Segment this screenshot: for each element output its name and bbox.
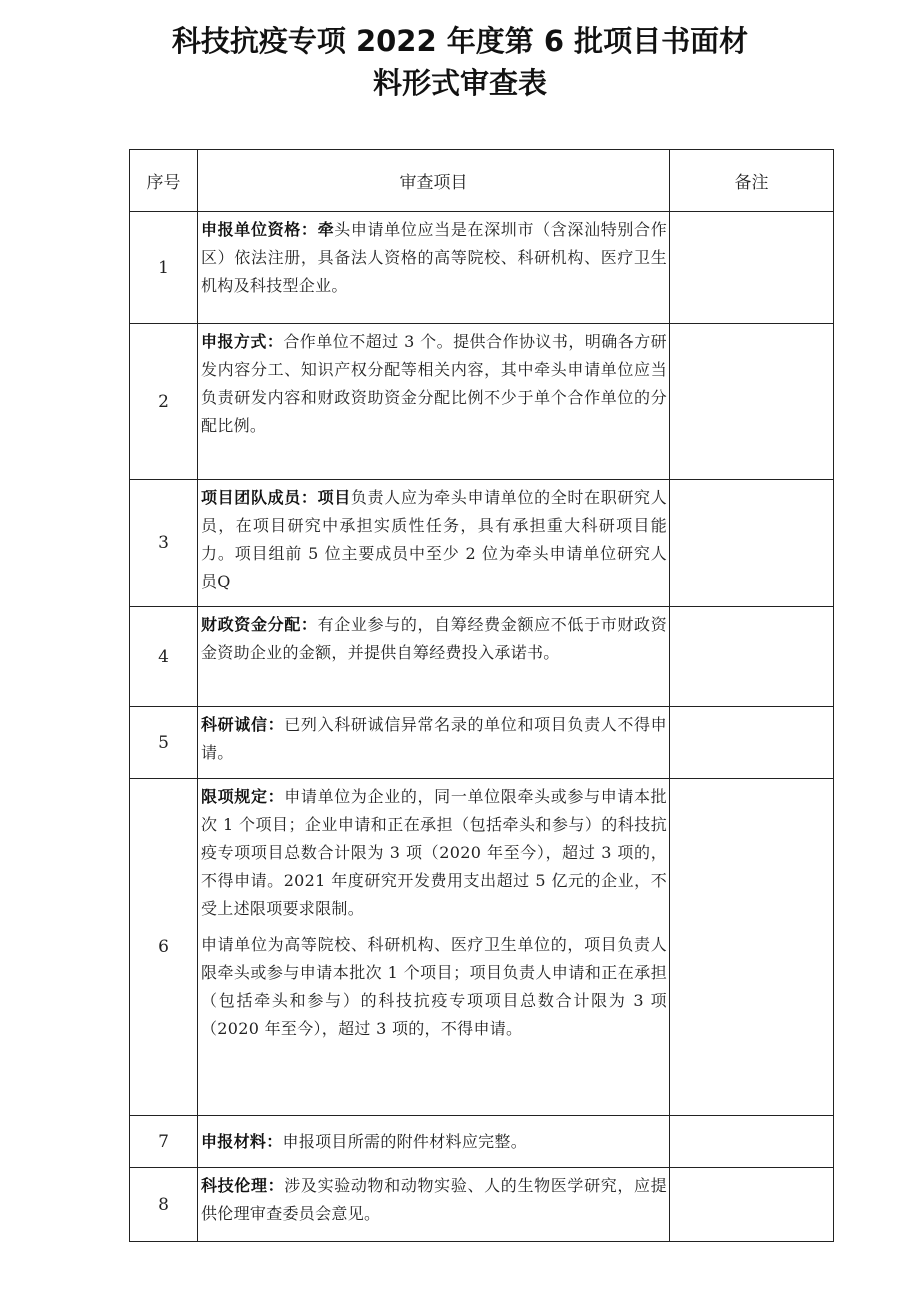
row-number: 5: [130, 707, 198, 779]
review-item-text: [201, 1128, 667, 1156]
review-item-cell: [198, 1116, 670, 1168]
row-number: 7: [130, 1116, 198, 1168]
remarks-cell: [670, 1116, 834, 1168]
document-title-line-1: 科技抗疫专项 2022 年度第 6 批项目书面材: [171, 24, 749, 58]
item-description: 负责人应为牵头申请单位的全时在职研究人员，在项目研究中承担实质性任务，具有承担重大科研项目能力。项目组前 5 位主要成员中至少 2 位为牵头申请单位研究人员Q: [201, 488, 668, 591]
row-number: 6: [130, 779, 198, 1116]
row-number: 2: [130, 324, 198, 480]
item-heading: 申报材料：: [201, 1131, 283, 1151]
item-heading: 申报单位资格：牵: [201, 220, 335, 239]
table-row: [130, 1116, 834, 1168]
table-row: [130, 1168, 834, 1242]
item-description: 有企业参与的，自筹经费金额应不低于市财政资金资助企业的金额，并提供自筹经费投入承诺书。: [201, 615, 667, 662]
row-number: 4: [130, 607, 198, 707]
table-row: [130, 324, 834, 480]
item-description: 申请单位为企业的，同一单位限牵头或参与申请本批次 1 个项目；企业申请和正在承担（包括牵头和参与）的科技抗疫专项项目总数合计限为 3 项（2020 年至今），超过 3 项的，不得申请。2021 年度研究开发费用支出超过 5 亿元的企业，不受上述限项要求限制。: [201, 787, 667, 918]
remarks-cell: [670, 324, 834, 480]
remarks-cell: [670, 707, 834, 779]
item-heading: 科技伦理：: [201, 1176, 285, 1195]
table-header-row: [130, 150, 834, 212]
table-row: [130, 212, 834, 324]
item-heading: 项目团队成员：项目: [201, 488, 351, 507]
item-heading: 科研诚信：: [201, 715, 285, 734]
review-item-text: [201, 611, 667, 667]
review-item-cell: [198, 1168, 670, 1242]
review-item-cell: [198, 707, 670, 779]
item-heading: 申报方式：: [201, 332, 284, 351]
row-number: 1: [130, 212, 198, 324]
review-item-text: [201, 711, 667, 767]
item-description: 涉及实验动物和动物实验、人的生物医学研究，应提供伦理审查委员会意见。: [201, 1176, 667, 1223]
row-number: 3: [130, 480, 198, 607]
header-review-item: 审查项目: [198, 150, 670, 212]
review-item-text: [201, 1172, 667, 1228]
review-item-text: [201, 216, 667, 300]
document-title-line-2: 料形式审查表: [372, 66, 547, 100]
review-table: [129, 149, 834, 1242]
item-description: 已列入科研诚信异常名录的单位和项目负责人不得申请。: [201, 715, 667, 762]
review-item-text: [201, 783, 667, 923]
review-item-text: [201, 328, 667, 440]
remarks-cell: [670, 1168, 834, 1242]
table-row: [130, 707, 834, 779]
item-heading: 财政资金分配：: [201, 615, 318, 634]
row-number: 8: [130, 1168, 198, 1242]
remarks-cell: [670, 480, 834, 607]
review-item-cell: [198, 212, 670, 324]
header-serial-number: 序号: [130, 150, 198, 212]
remarks-cell: [670, 212, 834, 324]
header-remarks: 备注: [670, 150, 834, 212]
review-item-cell: [198, 324, 670, 480]
table-row: [130, 779, 834, 1116]
review-item-cell: [198, 607, 670, 707]
table-row: [130, 607, 834, 707]
review-item-text: [201, 484, 667, 596]
table-row: [130, 480, 834, 607]
review-item-text-second-paragraph: 申请单位为高等院校、科研机构、医疗卫生单位的，项目负责人限牵头或参与申请本批次 1 个项目；项目负责人申请和正在承担（包括牵头和参与）的科技抗疫专项项目总数合计限为 3 项（2020 年至今），超过 3 项的，不得申请。: [201, 935, 667, 1038]
review-item-cell: [198, 779, 670, 1116]
remarks-cell: [670, 607, 834, 707]
item-heading: 限项规定：: [201, 787, 285, 806]
review-item-cell: [198, 480, 670, 607]
item-description: 头申请单位应当是在深圳市（含深汕特别合作区）依法注册，具备法人资格的高等院校、科研机构、医疗卫生机构及科技型企业。: [201, 220, 667, 295]
remarks-cell: [670, 779, 834, 1116]
item-description: 申报项目所需的附件材料应完整。: [282, 1131, 528, 1151]
item-description: 合作单位不超过 3 个。提供合作协议书，明确各方研发内容分工、知识产权分配等相关内容，其中牵头申请单位应当负责研发内容和财政资助资金分配比例不少于单个合作单位的分配比例。: [201, 332, 667, 435]
